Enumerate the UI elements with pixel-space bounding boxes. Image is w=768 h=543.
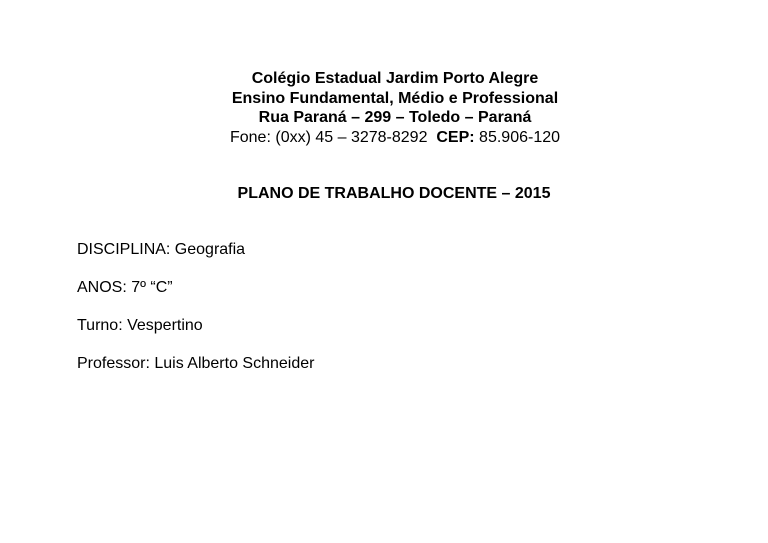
school-levels: Ensino Fundamental, Médio e Professional: [231, 89, 559, 107]
field-anos: ANOS: 7º “C”: [77, 279, 173, 296]
phone-value: (0xx) 45 – 3278-8292: [275, 128, 428, 146]
field-turno: Turno: Vespertino: [77, 317, 203, 334]
cep-value: 85.906-120: [479, 128, 561, 146]
school-header: [0, 69, 768, 147]
school-contact-line: [0, 128, 768, 148]
cep-label: CEP:: [436, 128, 475, 146]
phone-label: Fone:: [229, 128, 271, 146]
field-disciplina: DISCIPLINA: Geografia: [77, 241, 246, 258]
document-title: PLANO DE TRABALHO DOCENTE – 2015: [237, 185, 551, 202]
school-name: Colégio Estadual Jardim Porto Alegre: [251, 70, 539, 87]
school-address: Rua Paraná – 299 – Toledo – Paraná: [258, 109, 532, 126]
field-professor: Professor: Luis Alberto Schneider: [77, 355, 315, 372]
